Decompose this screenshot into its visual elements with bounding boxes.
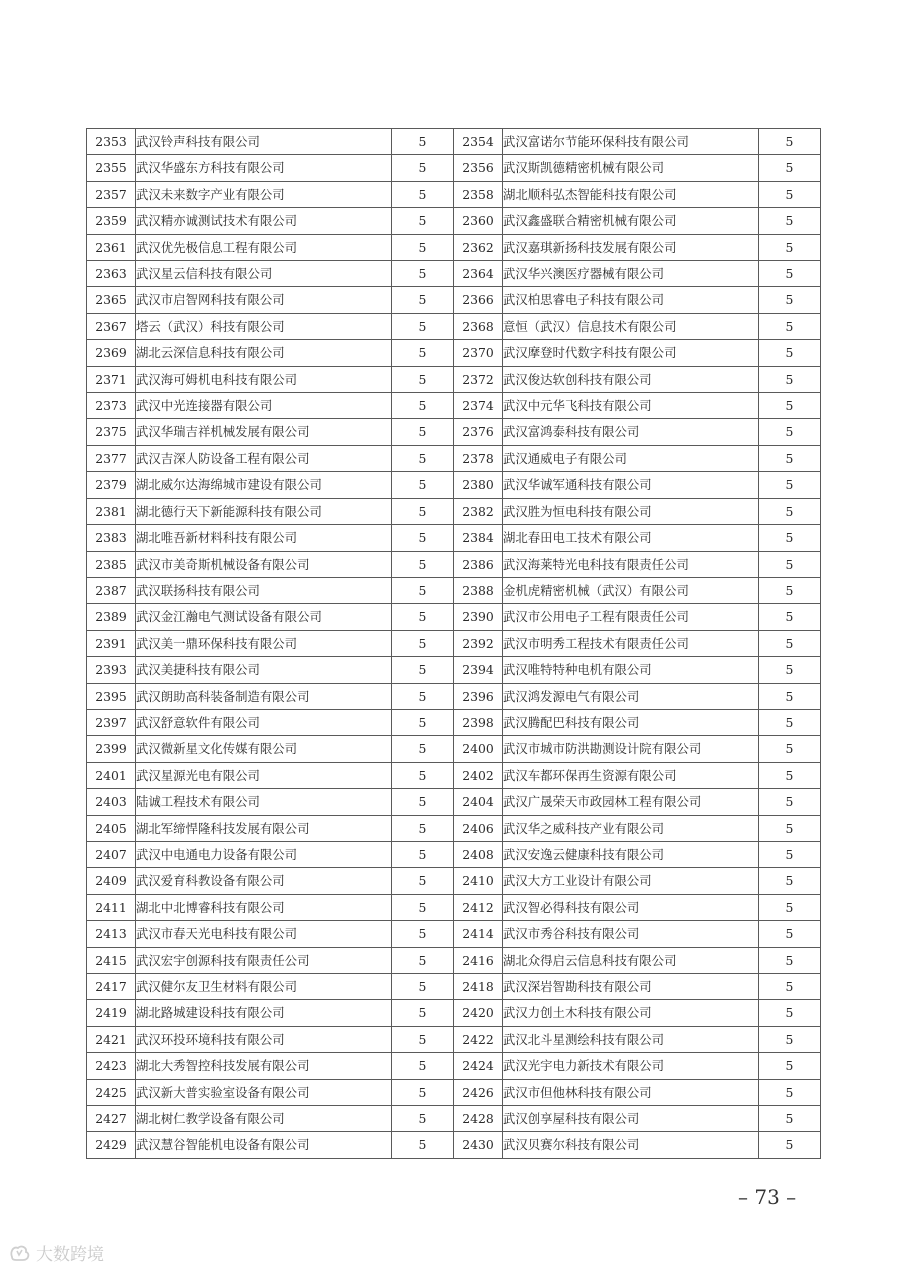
left-serial-cell: 2405 [87,815,136,841]
left-company-name-cell: 武汉舒意软件有限公司 [136,709,392,735]
right-company-name-cell: 武汉力创土木科技有限公司 [503,1000,759,1026]
table-row [87,630,821,656]
right-serial-cell: 2398 [454,709,503,735]
right-company-name-cell: 武汉北斗星测绘科技有限公司 [503,1026,759,1052]
left-serial-cell: 2397 [87,709,136,735]
left-company-name-cell: 武汉宏宇创源科技有限责任公司 [136,947,392,973]
right-score-cell: 5 [759,313,821,339]
left-score-cell: 5 [392,815,454,841]
table-row [87,551,821,577]
right-serial-cell: 2390 [454,604,503,630]
left-serial-cell: 2389 [87,604,136,630]
table-row [87,1106,821,1132]
right-score-cell: 5 [759,234,821,260]
left-serial-cell: 2425 [87,1079,136,1105]
table-row [87,577,821,603]
table-row [87,815,821,841]
right-company-name-cell: 武汉胜为恒电科技有限公司 [503,498,759,524]
left-score-cell: 5 [392,736,454,762]
right-company-name-cell: 武汉市公用电子工程有限责任公司 [503,604,759,630]
left-company-name-cell: 湖北大秀智控科技发展有限公司 [136,1053,392,1079]
left-company-name-cell: 武汉海可姆机电科技有限公司 [136,366,392,392]
right-score-cell: 5 [759,1079,821,1105]
right-score-cell: 5 [759,498,821,524]
right-company-name-cell: 武汉摩登时代数字科技有限公司 [503,340,759,366]
right-serial-cell: 2396 [454,683,503,709]
right-serial-cell: 2426 [454,1079,503,1105]
right-serial-cell: 2374 [454,393,503,419]
left-serial-cell: 2381 [87,498,136,524]
left-company-name-cell: 湖北路城建设科技有限公司 [136,1000,392,1026]
left-score-cell: 5 [392,393,454,419]
right-serial-cell: 2418 [454,974,503,1000]
right-company-name-cell: 武汉富诺尔节能环保科技有限公司 [503,129,759,155]
right-company-name-cell: 湖北众得启云信息科技有限公司 [503,947,759,973]
table-row [87,974,821,1000]
left-score-cell: 5 [392,419,454,445]
left-company-name-cell: 武汉吉深人防设备工程有限公司 [136,445,392,471]
left-serial-cell: 2391 [87,630,136,656]
left-serial-cell: 2361 [87,234,136,260]
right-score-cell: 5 [759,577,821,603]
right-score-cell: 5 [759,868,821,894]
left-score-cell: 5 [392,947,454,973]
right-company-name-cell: 武汉市明秀工程技术有限责任公司 [503,630,759,656]
right-score-cell: 5 [759,551,821,577]
right-company-name-cell: 武汉腾配巴科技有限公司 [503,709,759,735]
left-company-name-cell: 湖北树仁教学设备有限公司 [136,1106,392,1132]
right-score-cell: 5 [759,789,821,815]
left-serial-cell: 2363 [87,261,136,287]
left-company-name-cell: 武汉联扬科技有限公司 [136,577,392,603]
right-serial-cell: 2408 [454,841,503,867]
right-company-name-cell: 武汉俊达软创科技有限公司 [503,366,759,392]
right-company-name-cell: 武汉贝赛尔科技有限公司 [503,1132,759,1158]
right-score-cell: 5 [759,261,821,287]
left-score-cell: 5 [392,894,454,920]
right-company-name-cell: 武汉柏思睿电子科技有限公司 [503,287,759,313]
left-company-name-cell: 武汉星源光电有限公司 [136,762,392,788]
right-serial-cell: 2358 [454,181,503,207]
right-score-cell: 5 [759,393,821,419]
right-company-name-cell: 武汉光宇电力新技术有限公司 [503,1053,759,1079]
left-serial-cell: 2385 [87,551,136,577]
right-company-name-cell: 武汉大方工业设计有限公司 [503,868,759,894]
right-serial-cell: 2388 [454,577,503,603]
left-company-name-cell: 武汉中电通电力设备有限公司 [136,841,392,867]
right-company-name-cell: 武汉车都环保再生资源有限公司 [503,762,759,788]
right-score-cell: 5 [759,340,821,366]
company-table [86,128,821,1159]
left-score-cell: 5 [392,181,454,207]
left-score-cell: 5 [392,129,454,155]
watermark-logo-icon [8,1242,32,1264]
table-row [87,155,821,181]
left-company-name-cell: 武汉市春天光电科技有限公司 [136,921,392,947]
right-score-cell: 5 [759,129,821,155]
right-score-cell: 5 [759,1026,821,1052]
left-score-cell: 5 [392,1026,454,1052]
right-score-cell: 5 [759,974,821,1000]
left-score-cell: 5 [392,445,454,471]
right-company-name-cell: 武汉智必得科技有限公司 [503,894,759,920]
table-row [87,287,821,313]
watermark-text: 大数跨境 [36,1245,104,1265]
left-score-cell: 5 [392,577,454,603]
table-row [87,498,821,524]
right-company-name-cell: 武汉创享屋科技有限公司 [503,1106,759,1132]
right-serial-cell: 2366 [454,287,503,313]
right-serial-cell: 2376 [454,419,503,445]
left-serial-cell: 2357 [87,181,136,207]
table-row [87,947,821,973]
left-score-cell: 5 [392,1132,454,1158]
left-company-name-cell: 武汉美一鼎环保科技有限公司 [136,630,392,656]
right-score-cell: 5 [759,1053,821,1079]
right-serial-cell: 2354 [454,129,503,155]
right-score-cell: 5 [759,1132,821,1158]
right-company-name-cell: 武汉市城市防洪勘测设计院有限公司 [503,736,759,762]
left-company-name-cell: 武汉星云信科技有限公司 [136,261,392,287]
right-serial-cell: 2362 [454,234,503,260]
left-company-name-cell: 武汉新大普实验室设备有限公司 [136,1079,392,1105]
right-serial-cell: 2368 [454,313,503,339]
right-serial-cell: 2410 [454,868,503,894]
right-company-name-cell: 武汉富鸿泰科技有限公司 [503,419,759,445]
left-serial-cell: 2403 [87,789,136,815]
left-score-cell: 5 [392,630,454,656]
right-company-name-cell: 武汉通威电子有限公司 [503,445,759,471]
right-company-name-cell: 武汉嘉琪新扬科技发展有限公司 [503,234,759,260]
table-row [87,208,821,234]
left-score-cell: 5 [392,313,454,339]
left-score-cell: 5 [392,683,454,709]
table-row [87,472,821,498]
left-company-name-cell: 武汉市启智网科技有限公司 [136,287,392,313]
left-company-name-cell: 武汉中光连接器有限公司 [136,393,392,419]
left-serial-cell: 2359 [87,208,136,234]
left-serial-cell: 2427 [87,1106,136,1132]
right-company-name-cell: 武汉安逸云健康科技有限公司 [503,841,759,867]
left-company-name-cell: 湖北中北博睿科技有限公司 [136,894,392,920]
left-serial-cell: 2355 [87,155,136,181]
right-serial-cell: 2364 [454,261,503,287]
left-score-cell: 5 [392,498,454,524]
table-row [87,868,821,894]
left-score-cell: 5 [392,340,454,366]
right-score-cell: 5 [759,287,821,313]
left-serial-cell: 2387 [87,577,136,603]
left-score-cell: 5 [392,1106,454,1132]
right-serial-cell: 2392 [454,630,503,656]
left-company-name-cell: 武汉华盛东方科技有限公司 [136,155,392,181]
right-company-name-cell: 武汉中元华飞科技有限公司 [503,393,759,419]
right-company-name-cell: 武汉鑫盛联合精密机械有限公司 [503,208,759,234]
right-serial-cell: 2402 [454,762,503,788]
right-score-cell: 5 [759,841,821,867]
right-company-name-cell: 武汉广晟荣天市政园林工程有限公司 [503,789,759,815]
right-serial-cell: 2394 [454,657,503,683]
left-serial-cell: 2409 [87,868,136,894]
left-company-name-cell: 陆诚工程技术有限公司 [136,789,392,815]
left-company-name-cell: 武汉健尔友卫生材料有限公司 [136,974,392,1000]
right-serial-cell: 2360 [454,208,503,234]
right-serial-cell: 2382 [454,498,503,524]
left-company-name-cell: 武汉慧谷智能机电设备有限公司 [136,1132,392,1158]
right-serial-cell: 2416 [454,947,503,973]
left-serial-cell: 2407 [87,841,136,867]
table-row [87,683,821,709]
right-score-cell: 5 [759,921,821,947]
right-company-name-cell: 湖北顺科弘杰智能科技有限公司 [503,181,759,207]
right-score-cell: 5 [759,445,821,471]
table-row [87,894,821,920]
left-score-cell: 5 [392,287,454,313]
right-score-cell: 5 [759,181,821,207]
table-row [87,736,821,762]
right-score-cell: 5 [759,947,821,973]
left-company-name-cell: 武汉市美奇斯机械设备有限公司 [136,551,392,577]
right-company-name-cell: 武汉斯凯德精密机械有限公司 [503,155,759,181]
left-score-cell: 5 [392,472,454,498]
left-company-name-cell: 塔云（武汉）科技有限公司 [136,313,392,339]
company-table-body [87,129,821,1159]
table-row [87,762,821,788]
left-serial-cell: 2395 [87,683,136,709]
left-company-name-cell: 武汉美捷科技有限公司 [136,657,392,683]
right-score-cell: 5 [759,815,821,841]
left-company-name-cell: 武汉未来数字产业有限公司 [136,181,392,207]
table-row [87,1053,821,1079]
left-serial-cell: 2353 [87,129,136,155]
left-score-cell: 5 [392,604,454,630]
right-score-cell: 5 [759,736,821,762]
right-company-name-cell: 武汉华之威科技产业有限公司 [503,815,759,841]
right-company-name-cell: 武汉华兴澳医疗器械有限公司 [503,261,759,287]
left-score-cell: 5 [392,762,454,788]
left-serial-cell: 2377 [87,445,136,471]
table-row [87,419,821,445]
right-score-cell: 5 [759,709,821,735]
left-company-name-cell: 武汉华瑞吉祥机械发展有限公司 [136,419,392,445]
right-serial-cell: 2386 [454,551,503,577]
right-serial-cell: 2428 [454,1106,503,1132]
left-serial-cell: 2379 [87,472,136,498]
left-score-cell: 5 [392,551,454,577]
left-company-name-cell: 湖北唯吾新材料科技有限公司 [136,525,392,551]
right-score-cell: 5 [759,762,821,788]
left-serial-cell: 2415 [87,947,136,973]
right-serial-cell: 2414 [454,921,503,947]
right-serial-cell: 2400 [454,736,503,762]
table-row [87,1132,821,1158]
right-serial-cell: 2356 [454,155,503,181]
right-company-name-cell: 武汉海莱特光电科技有限责任公司 [503,551,759,577]
left-serial-cell: 2399 [87,736,136,762]
table-row [87,261,821,287]
table-row [87,313,821,339]
right-serial-cell: 2380 [454,472,503,498]
table-row [87,709,821,735]
left-score-cell: 5 [392,1000,454,1026]
table-row [87,366,821,392]
left-company-name-cell: 武汉优先极信息工程有限公司 [136,234,392,260]
left-score-cell: 5 [392,208,454,234]
table-row [87,181,821,207]
watermark [8,1240,104,1265]
left-serial-cell: 2413 [87,921,136,947]
left-serial-cell: 2419 [87,1000,136,1026]
left-score-cell: 5 [392,234,454,260]
left-serial-cell: 2411 [87,894,136,920]
page-number: – 73 – [738,1185,797,1209]
right-serial-cell: 2370 [454,340,503,366]
right-serial-cell: 2406 [454,815,503,841]
table-row [87,1000,821,1026]
right-score-cell: 5 [759,208,821,234]
right-score-cell: 5 [759,472,821,498]
right-score-cell: 5 [759,366,821,392]
left-score-cell: 5 [392,525,454,551]
left-serial-cell: 2421 [87,1026,136,1052]
right-score-cell: 5 [759,683,821,709]
left-company-name-cell: 武汉朗助高科装备制造有限公司 [136,683,392,709]
left-serial-cell: 2417 [87,974,136,1000]
table-row [87,657,821,683]
right-company-name-cell: 武汉市秀谷科技有限公司 [503,921,759,947]
right-serial-cell: 2384 [454,525,503,551]
right-serial-cell: 2372 [454,366,503,392]
left-company-name-cell: 武汉铃声科技有限公司 [136,129,392,155]
left-serial-cell: 2367 [87,313,136,339]
right-score-cell: 5 [759,525,821,551]
table-row [87,1079,821,1105]
right-score-cell: 5 [759,604,821,630]
left-company-name-cell: 武汉金江瀚电气测试设备有限公司 [136,604,392,630]
left-serial-cell: 2373 [87,393,136,419]
table-row [87,525,821,551]
left-score-cell: 5 [392,155,454,181]
left-company-name-cell: 湖北云深信息科技有限公司 [136,340,392,366]
table-row [87,1026,821,1052]
left-serial-cell: 2401 [87,762,136,788]
left-serial-cell: 2429 [87,1132,136,1158]
right-company-name-cell: 武汉华诚军通科技有限公司 [503,472,759,498]
right-company-name-cell: 武汉鸿发源电气有限公司 [503,683,759,709]
left-serial-cell: 2383 [87,525,136,551]
left-score-cell: 5 [392,366,454,392]
table-row [87,234,821,260]
right-company-name-cell: 武汉市但他林科技有限公司 [503,1079,759,1105]
right-company-name-cell: 意恒（武汉）信息技术有限公司 [503,313,759,339]
right-score-cell: 5 [759,657,821,683]
right-serial-cell: 2420 [454,1000,503,1026]
left-company-name-cell: 武汉环投环境科技有限公司 [136,1026,392,1052]
table-row [87,445,821,471]
right-serial-cell: 2422 [454,1026,503,1052]
right-score-cell: 5 [759,894,821,920]
left-serial-cell: 2371 [87,366,136,392]
left-score-cell: 5 [392,789,454,815]
right-serial-cell: 2378 [454,445,503,471]
table-row [87,921,821,947]
left-company-name-cell: 湖北威尔达海绵城市建设有限公司 [136,472,392,498]
right-serial-cell: 2404 [454,789,503,815]
left-score-cell: 5 [392,1079,454,1105]
right-company-name-cell: 金机虎精密机械（武汉）有限公司 [503,577,759,603]
table-row [87,604,821,630]
left-company-name-cell: 湖北军缔悍隆科技发展有限公司 [136,815,392,841]
left-company-name-cell: 武汉精亦诚测试技术有限公司 [136,208,392,234]
right-serial-cell: 2412 [454,894,503,920]
left-score-cell: 5 [392,657,454,683]
right-serial-cell: 2424 [454,1053,503,1079]
table-row [87,340,821,366]
left-company-name-cell: 武汉爱育科教设备有限公司 [136,868,392,894]
left-serial-cell: 2369 [87,340,136,366]
left-company-name-cell: 武汉微新星文化传媒有限公司 [136,736,392,762]
table-row [87,841,821,867]
right-serial-cell: 2430 [454,1132,503,1158]
left-serial-cell: 2365 [87,287,136,313]
right-company-name-cell: 武汉深岩智勘科技有限公司 [503,974,759,1000]
right-score-cell: 5 [759,419,821,445]
left-score-cell: 5 [392,261,454,287]
left-score-cell: 5 [392,868,454,894]
left-score-cell: 5 [392,841,454,867]
left-score-cell: 5 [392,709,454,735]
right-score-cell: 5 [759,630,821,656]
left-serial-cell: 2393 [87,657,136,683]
right-score-cell: 5 [759,1106,821,1132]
table-row [87,789,821,815]
table-row [87,393,821,419]
right-company-name-cell: 武汉唯特特种电机有限公司 [503,657,759,683]
table-row [87,129,821,155]
left-score-cell: 5 [392,974,454,1000]
left-serial-cell: 2375 [87,419,136,445]
left-company-name-cell: 湖北德行天下新能源科技有限公司 [136,498,392,524]
left-serial-cell: 2423 [87,1053,136,1079]
right-company-name-cell: 湖北春田电工技术有限公司 [503,525,759,551]
right-score-cell: 5 [759,1000,821,1026]
left-score-cell: 5 [392,1053,454,1079]
right-score-cell: 5 [759,155,821,181]
left-score-cell: 5 [392,921,454,947]
